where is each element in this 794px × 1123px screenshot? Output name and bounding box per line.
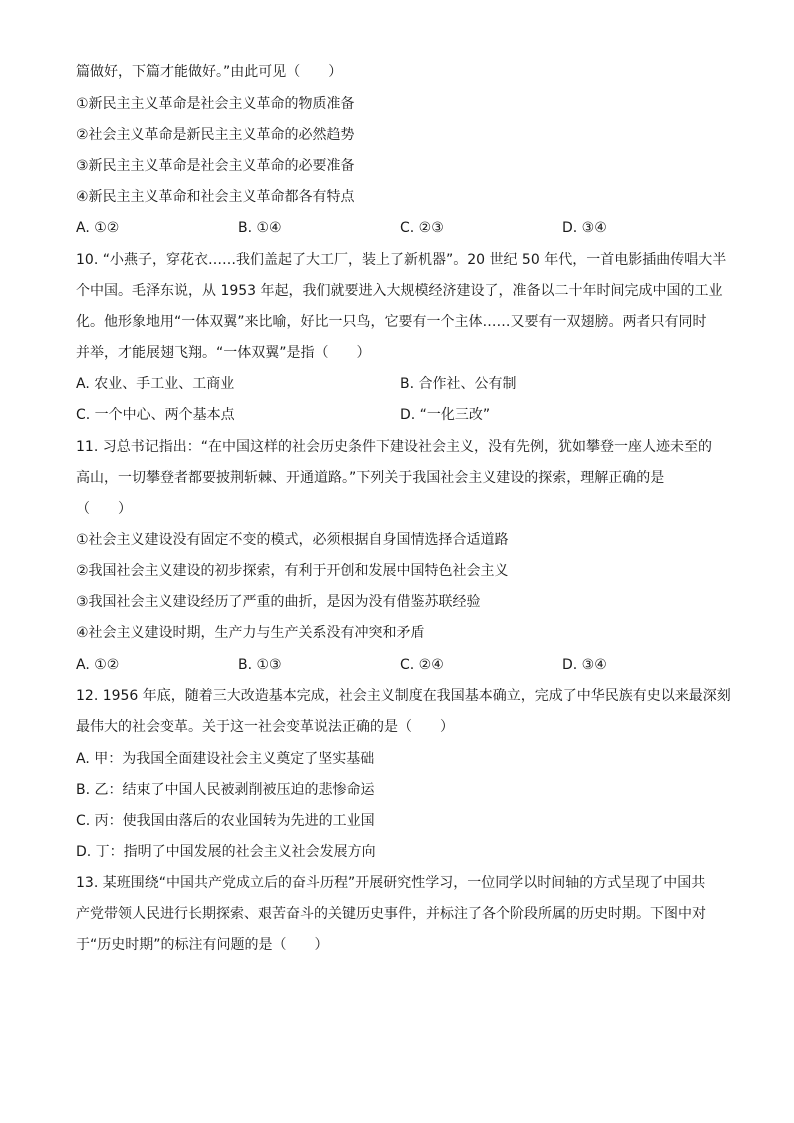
q13-stem-line-2: 产党带领人民进行长期探索、艰苦奋斗的关键历史事件，并标注了各个阶段所属的历史时期。下图中对: [76, 906, 706, 922]
q11-stem-line-1: 11. 习总书记指出：“在中国这样的社会历史条件下建设社会主义，没有先例，犹如攀登一座人迹未至的: [76, 439, 712, 455]
q12-option-c: C. 丙：使我国由落后的农业国转为先进的工业国: [76, 813, 375, 829]
q9-option-a: A. ①②: [76, 220, 120, 236]
q9-item-4: ④新民主主义革命和社会主义革命都各有特点: [76, 189, 355, 205]
q9-stem-tail: 篇做好，下篇才能做好。”由此可见（ ）: [76, 64, 343, 80]
q13-stem-line-3: 于“历史时期”的标注有问题的是（ ）: [76, 937, 329, 953]
q9-option-c: C. ②③: [400, 220, 444, 236]
q11-item-2: ②我国社会主义建设的初步探索，有利于开创和发展中国特色社会主义: [76, 563, 509, 579]
q10-stem-line-2: 个中国。毛泽东说，从 1953 年起，我们就要进入大规模经济建设了，准备以二十年时间完成中国的工业: [76, 283, 723, 299]
q11-item-4: ④社会主义建设时期，生产力与生产关系没有冲突和矛盾: [76, 625, 425, 641]
q9-item-1: ①新民主主义革命是社会主义革命的物质准备: [76, 96, 355, 112]
q11-option-c: C. ②④: [400, 657, 444, 673]
q11-option-a: A. ①②: [76, 657, 120, 673]
q10-stem-line-4: 并举，才能展翅飞翔。“一体双翼”是指（ ）: [76, 345, 371, 361]
q11-stem-line-3: （ ）: [76, 501, 132, 517]
q10-stem-line-3: 化。他形象地用“一体双翼”来比喻，好比一只鸟，它要有一个主体……又要有一双翅膀。两者只有同时: [76, 314, 707, 330]
q11-item-3: ③我国社会主义建设经历了严重的曲折，是因为没有借鉴苏联经验: [76, 594, 481, 610]
q12-option-b: B. 乙：结束了中国人民被剥削被压迫的悲惨命运: [76, 782, 375, 798]
q11-option-b: B. ①③: [238, 657, 282, 673]
q12-stem-line-1: 12. 1956 年底，随着三大改造基本完成，社会主义制度在我国基本确立，完成了中华民族有史以来最深刻: [76, 688, 731, 704]
q12-stem-line-2: 最伟大的社会变革。关于这一社会变革说法正确的是（ ）: [76, 719, 454, 735]
q9-option-d: D. ③④: [562, 220, 607, 236]
q11-stem-line-2: 高山，一切攀登者都要披荆斩棘、开通道路。”下列关于我国社会主义建设的探索，理解正确的是: [76, 470, 665, 486]
q13-stem-line-1: 13. 某班围绕“中国共产党成立后的奋斗历程”开展研究性学习，一位同学以时间轴的方式呈现了中国共: [76, 875, 706, 891]
q9-option-b: B. ①④: [238, 220, 282, 236]
q9-item-3: ③新民主主义革命是社会主义革命的必要准备: [76, 158, 355, 174]
q9-item-2: ②社会主义革命是新民主主义革命的必然趋势: [76, 127, 355, 143]
q10-option-a: A. 农业、手工业、工商业: [76, 376, 235, 392]
q11-item-1: ①社会主义建设没有固定不变的模式，必须根据自身国情选择合适道路: [76, 532, 509, 548]
q11-option-d: D. ③④: [562, 657, 607, 673]
q12-option-d: D. 丁：指明了中国发展的社会主义社会发展方向: [76, 844, 376, 860]
q10-option-c: C. 一个中心、两个基本点: [76, 407, 235, 423]
q10-option-b: B. 合作社、公有制: [400, 376, 517, 392]
q12-option-a: A. 甲：为我国全面建设社会主义奠定了坚实基础: [76, 751, 375, 767]
q10-option-d: D. “一化三改”: [400, 407, 491, 423]
q10-stem-line-1: 10. “小燕子，穿花衣……我们盖起了大工厂，装上了新机器”。20 世纪 50 年代，一首电影插曲传唱大半: [76, 252, 727, 268]
